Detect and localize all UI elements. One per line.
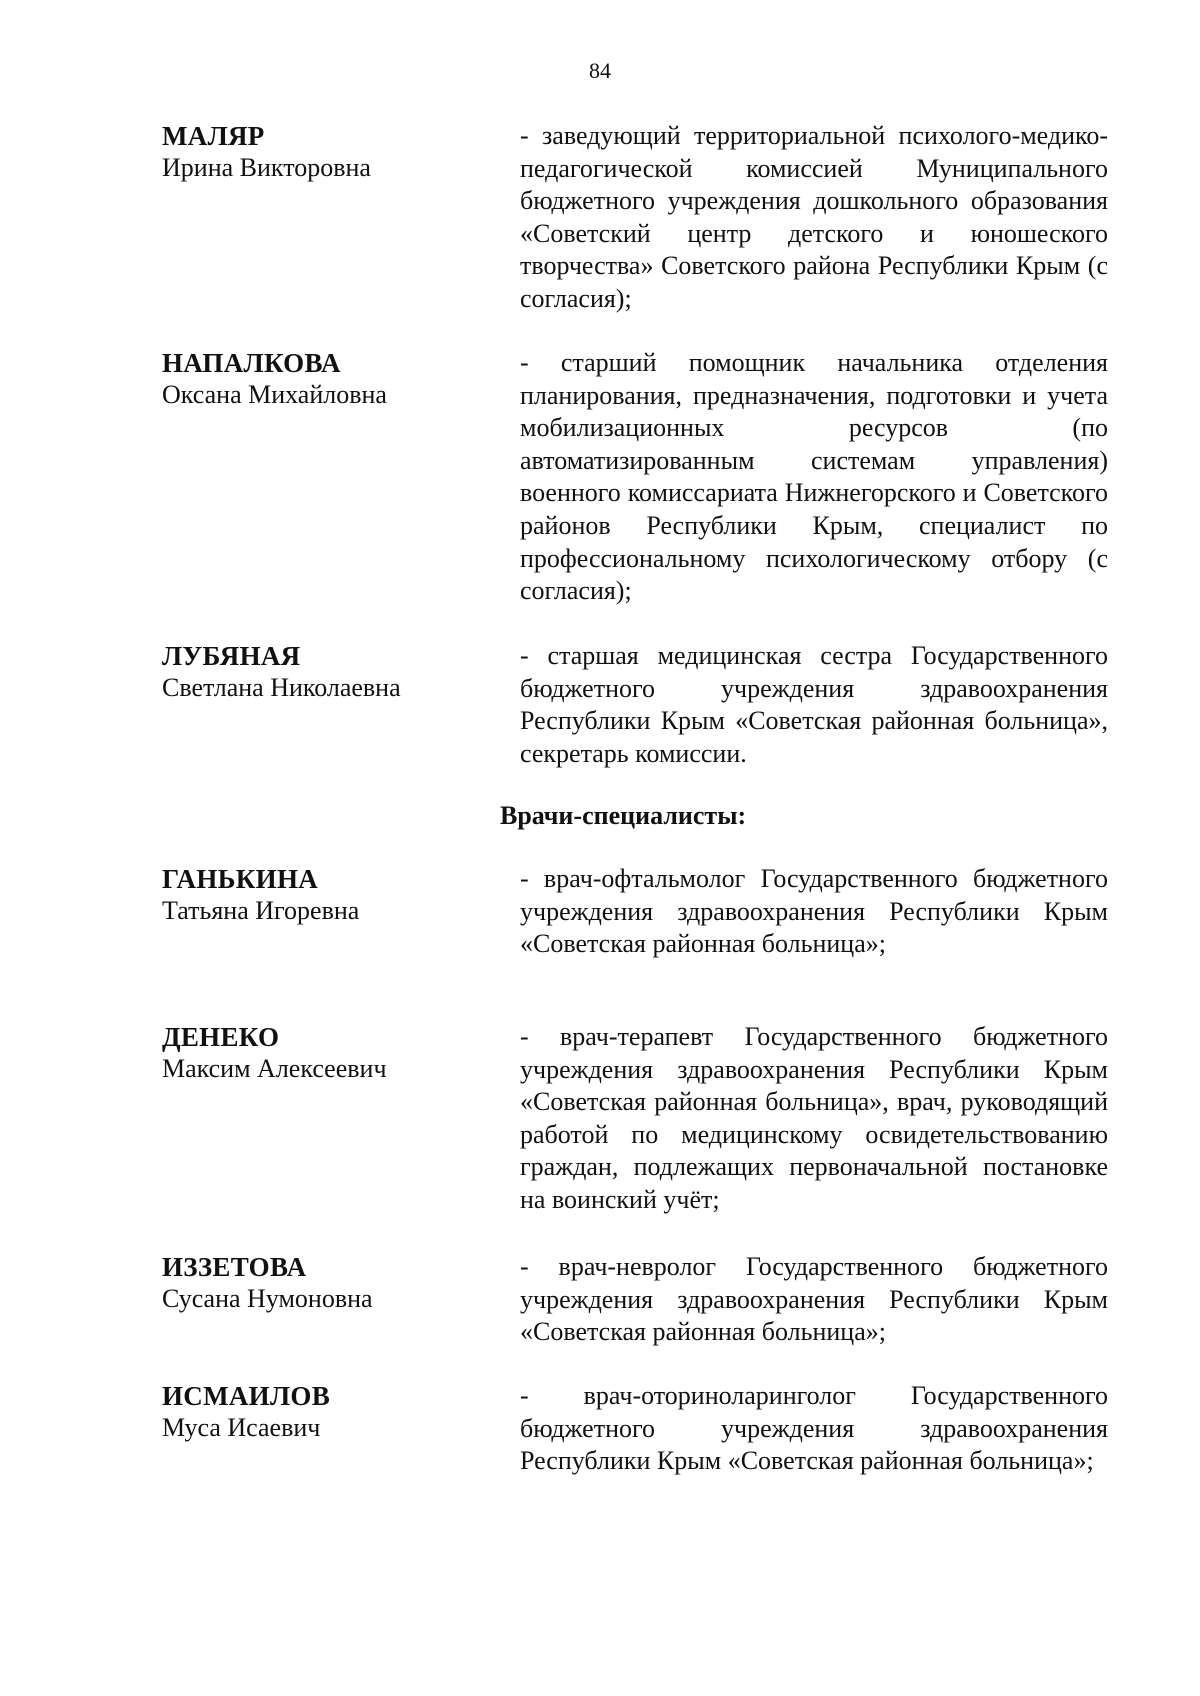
page-number: 84 (589, 58, 611, 83)
member-given-names: Ирина Викторовна (162, 153, 371, 182)
specialist-given-names: Татьяна Игоревна (162, 896, 360, 925)
member-given-names: Светлана Николаевна (162, 673, 401, 702)
specialist-person (162, 863, 502, 927)
specialist-role: - врач-терапевт Государственного бюджетного учреждения здравоохранения Республики Крым «Советская районная больница», врач, руководящий работой по медицинскому освидетельствованию граждан, подлежащих первоначальной постановке на воинский учёт; (520, 1022, 1108, 1214)
specialist-role: - врач-оториноларинголог Государственного бюджетного учреждения здравоохранения Республики Крым «Советская районная больница»; (520, 1381, 1108, 1476)
specialist-given-names: Максим Алексеевич (162, 1054, 387, 1083)
member-surname: ЛУБЯНАЯ (162, 641, 301, 671)
member-surname: НАПАЛКОВА (162, 348, 341, 378)
specialist-surname: ИЗЗЕТОВА (162, 1252, 307, 1282)
member-person (162, 120, 502, 184)
specialist-given-names: Сусана Нумоновна (162, 1284, 373, 1313)
member-role: - старший помощник начальника отделения планирования, предназначения, подготовки и учета мобилизационных ресурсов (по автоматизированным системам управления) военного комиссариата Нижнегорского и Советского районов Республики Крым, специалист по профессиональному психологическому отбору (с согласия); (520, 348, 1108, 606)
member-person (162, 347, 502, 411)
specialist-given-names: Муса Исаевич (162, 1413, 321, 1442)
specialist-role: - врач-невролог Государственного бюджетного учреждения здравоохранения Республики Крым «Советская районная больница»; (520, 1252, 1108, 1347)
specialist-surname: ДЕНЕКО (162, 1022, 280, 1052)
specialist-person (162, 1021, 502, 1085)
specialist-surname: ГАНЬКИНА (162, 864, 319, 894)
member-role: - заведующий территориальной психолого-медико-педагогической комиссией Муниципального бюджетного учреждения дошкольного образования «Советский центр детского и юношеского творчества» Советского района Республики Крым (с согласия); (520, 121, 1108, 313)
specialist-person (162, 1251, 502, 1315)
section-heading: Врачи-специалисты: (500, 801, 747, 830)
specialist-surname: ИСМАИЛОВ (162, 1381, 331, 1411)
specialist-role: - врач-офтальмолог Государственного бюджетного учреждения здравоохранения Республики Крым «Советская районная больница»; (520, 864, 1108, 959)
specialist-person (162, 1380, 502, 1444)
member-surname: МАЛЯР (162, 121, 265, 151)
member-person (162, 640, 502, 704)
member-given-names: Оксана Михайловна (162, 380, 387, 409)
member-role: - старшая медицинская сестра Государственного бюджетного учреждения здравоохранения Республики Крым «Советская районная больница», секретарь комиссии. (520, 641, 1108, 768)
